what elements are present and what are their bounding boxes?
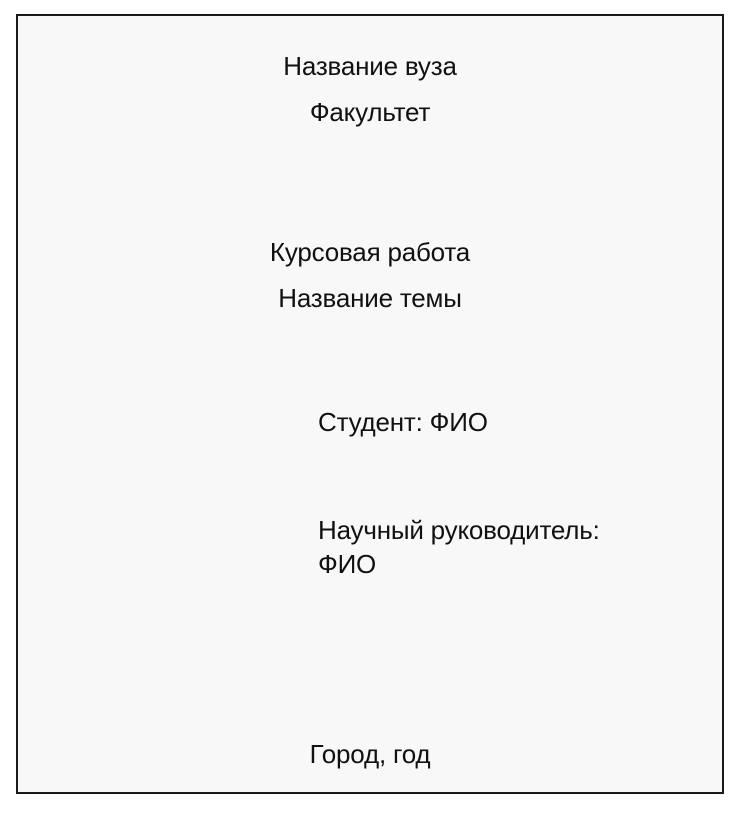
title-page-frame xyxy=(16,14,724,794)
work-type: Курсовая работа xyxy=(269,237,471,267)
university-name: Название вуза xyxy=(283,51,457,81)
topic-title: Название темы xyxy=(278,283,462,313)
student-line: Студент: ФИО xyxy=(318,407,488,437)
supervisor-name: ФИО xyxy=(318,549,377,579)
supervisor-label: Научный руководитель: xyxy=(318,515,600,545)
faculty-name: Факультет xyxy=(309,97,431,127)
city-year: Город, год xyxy=(309,739,431,769)
